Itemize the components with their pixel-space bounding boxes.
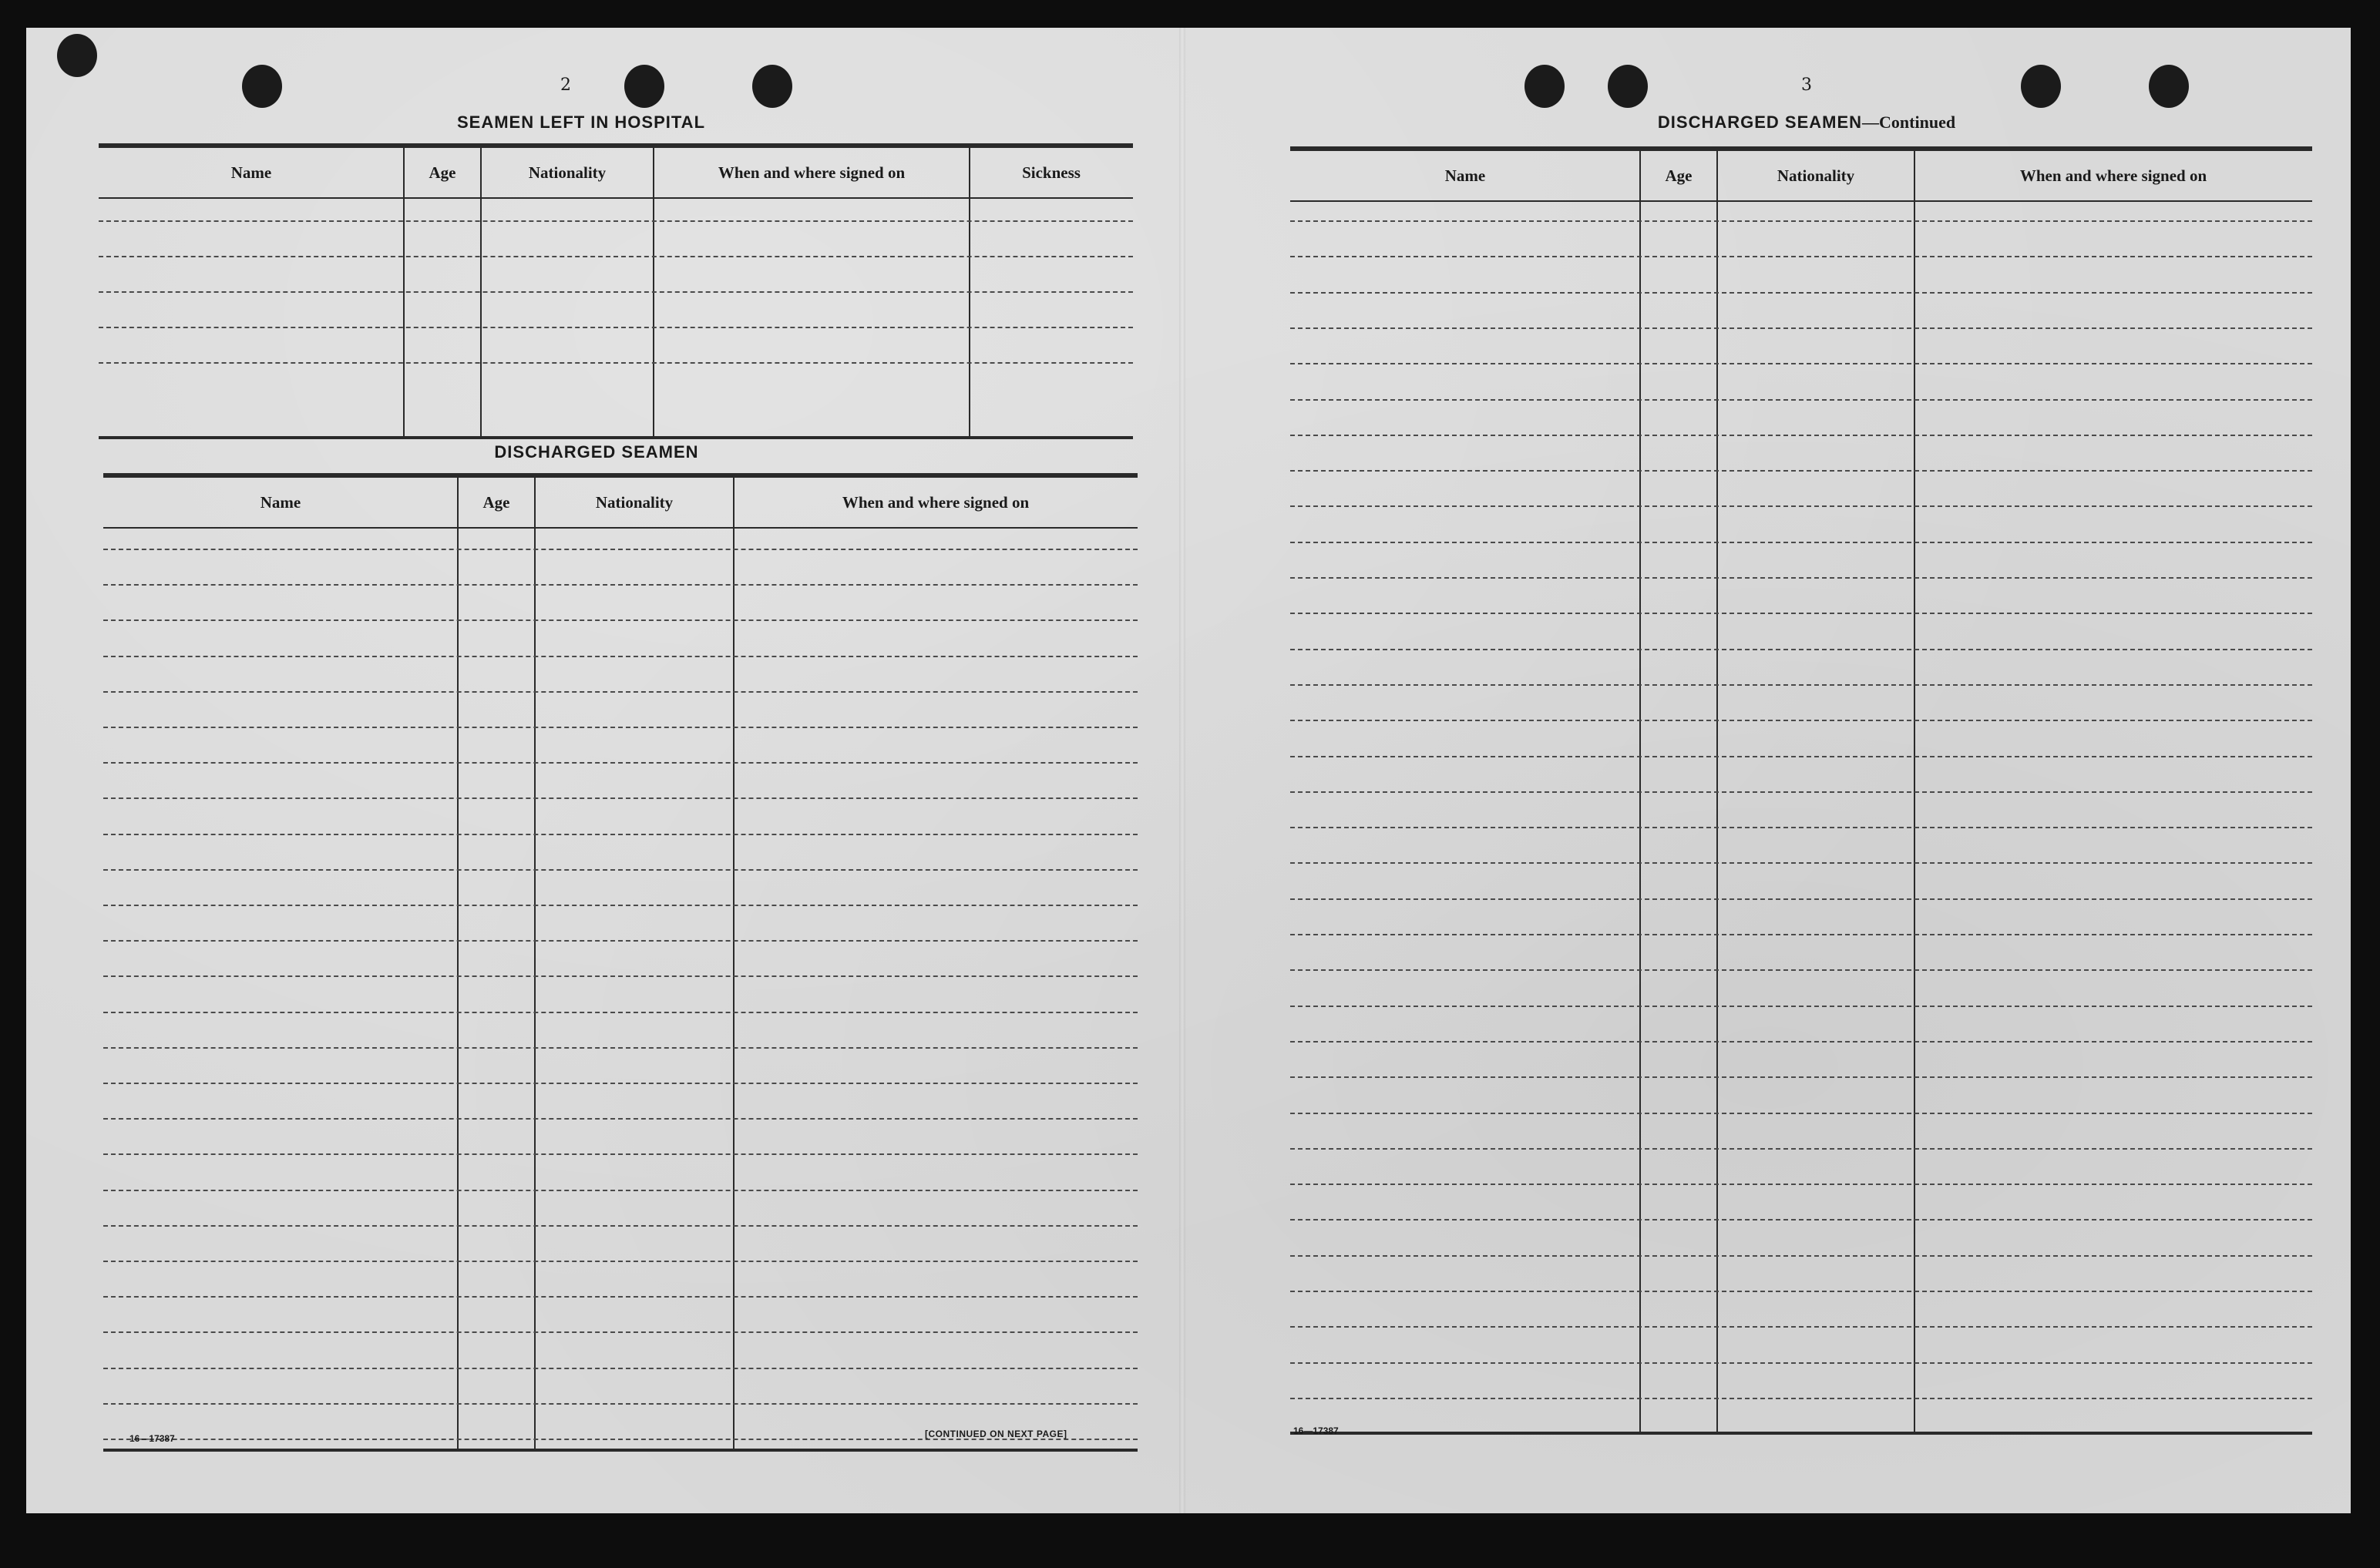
table-row[interactable] <box>1290 1006 2312 1007</box>
table-row[interactable] <box>103 1083 1138 1084</box>
column-header-nationality: Nationality <box>1717 151 1914 202</box>
table-row[interactable] <box>1290 862 2312 864</box>
table-row[interactable] <box>1290 1291 2312 1292</box>
table-row[interactable] <box>1290 969 2312 971</box>
table-row[interactable] <box>103 656 1138 657</box>
column-header-sickness: Sickness <box>970 148 1133 199</box>
column-divider <box>534 478 536 1449</box>
punch-hole <box>752 65 792 108</box>
column-header-nationality: Nationality <box>481 148 654 199</box>
title-suffix: —Continued <box>1862 112 1956 132</box>
table-row[interactable] <box>103 584 1138 586</box>
table-row[interactable] <box>1290 327 2312 329</box>
table-row[interactable] <box>103 975 1138 977</box>
table-row[interactable] <box>1290 1326 2312 1328</box>
column-divider <box>733 478 735 1449</box>
table-row[interactable] <box>1290 613 2312 614</box>
discharged-continued-title <box>1614 112 1999 133</box>
table-row[interactable] <box>1290 720 2312 721</box>
continued-note: [CONTINUED ON NEXT PAGE] <box>925 1429 1067 1439</box>
column-header-name: Name <box>103 478 458 529</box>
table-bottom-rule <box>103 1449 1138 1452</box>
table-row[interactable] <box>1290 1398 2312 1399</box>
page-number: 2 <box>560 76 571 95</box>
title-main: DISCHARGED SEAMEN <box>1657 112 1863 132</box>
punch-hole <box>57 34 97 77</box>
column-header-age: Age <box>458 478 535 529</box>
table-row[interactable] <box>1290 470 2312 472</box>
table-row[interactable] <box>1290 649 2312 650</box>
table-row[interactable] <box>103 940 1138 942</box>
form-code: 16—17387 <box>1293 1425 1339 1436</box>
table-row[interactable] <box>1290 542 2312 543</box>
discharged-table <box>103 473 1138 1452</box>
table-row[interactable] <box>103 869 1138 871</box>
table-row[interactable] <box>103 549 1138 550</box>
column-header-name: Name <box>99 148 404 199</box>
punch-hole <box>1524 65 1565 108</box>
table-row[interactable] <box>1290 1255 2312 1257</box>
column-divider <box>457 478 459 1449</box>
form-code: 16—17387 <box>129 1433 175 1444</box>
table-row[interactable] <box>1290 1041 2312 1043</box>
table-bottom-rule <box>99 436 1133 439</box>
table-row[interactable] <box>1290 1362 2312 1364</box>
right-page <box>1182 28 2351 1513</box>
table-row[interactable] <box>1290 505 2312 507</box>
discharged-section-title: DISCHARGED SEAMEN <box>494 442 699 462</box>
table-row[interactable] <box>1290 292 2312 294</box>
table-row[interactable] <box>1290 363 2312 364</box>
punch-hole <box>624 65 664 108</box>
table-row[interactable] <box>1290 898 2312 900</box>
table-row[interactable] <box>1290 1148 2312 1150</box>
table-row[interactable] <box>99 362 1133 364</box>
table-row[interactable] <box>1290 934 2312 935</box>
column-header-nationality: Nationality <box>535 478 734 529</box>
table-row[interactable] <box>1290 256 2312 257</box>
column-header-signed-on: When and where signed on <box>1914 151 2312 202</box>
table-row[interactable] <box>103 727 1138 728</box>
table-row[interactable] <box>103 905 1138 906</box>
punch-hole <box>242 65 282 108</box>
table-row[interactable] <box>1290 1076 2312 1078</box>
table-row[interactable] <box>103 762 1138 764</box>
table-row[interactable] <box>103 1118 1138 1120</box>
column-header-name: Name <box>1290 151 1640 202</box>
table-row[interactable] <box>103 1331 1138 1333</box>
hospital-table <box>99 143 1133 441</box>
table-row[interactable] <box>103 691 1138 693</box>
column-header-age: Age <box>1640 151 1717 202</box>
document-sheet <box>26 28 2351 1513</box>
table-row[interactable] <box>103 797 1138 799</box>
left-page <box>26 28 1182 1513</box>
table-row[interactable] <box>103 834 1138 835</box>
table-row[interactable] <box>103 1225 1138 1227</box>
table-row[interactable] <box>99 220 1133 222</box>
table-row[interactable] <box>1290 1219 2312 1220</box>
table-row[interactable] <box>103 1403 1138 1405</box>
punch-hole <box>2021 65 2061 108</box>
table-bottom-rule <box>1290 1432 2312 1435</box>
table-row[interactable] <box>103 1190 1138 1191</box>
table-row[interactable] <box>1290 684 2312 686</box>
column-header-age: Age <box>404 148 481 199</box>
table-row[interactable] <box>103 1012 1138 1013</box>
table-row[interactable] <box>99 256 1133 257</box>
table-row[interactable] <box>103 1261 1138 1262</box>
table-row[interactable] <box>103 1296 1138 1298</box>
table-row[interactable] <box>1290 399 2312 401</box>
discharged-continued-table <box>1290 146 2312 1436</box>
column-header-signed-on: When and where signed on <box>734 478 1138 529</box>
hospital-section-title: SEAMEN LEFT IN HOSPITAL <box>456 112 706 132</box>
table-row[interactable] <box>1290 791 2312 793</box>
page-number: 3 <box>1801 76 1812 95</box>
table-row[interactable] <box>103 619 1138 621</box>
punch-hole <box>1608 65 1648 108</box>
table-row[interactable] <box>1290 220 2312 222</box>
table-row[interactable] <box>103 1153 1138 1155</box>
table-row[interactable] <box>1290 1184 2312 1185</box>
table-row[interactable] <box>1290 1113 2312 1114</box>
table-row[interactable] <box>1290 577 2312 579</box>
table-row[interactable] <box>103 1047 1138 1049</box>
punch-hole <box>2149 65 2189 108</box>
table-row[interactable] <box>1290 756 2312 757</box>
table-row[interactable] <box>99 291 1133 293</box>
table-row[interactable] <box>99 327 1133 328</box>
column-header-signed-on: When and where signed on <box>654 148 970 199</box>
table-row[interactable] <box>103 1368 1138 1369</box>
table-row[interactable] <box>1290 435 2312 436</box>
table-row[interactable] <box>1290 827 2312 828</box>
